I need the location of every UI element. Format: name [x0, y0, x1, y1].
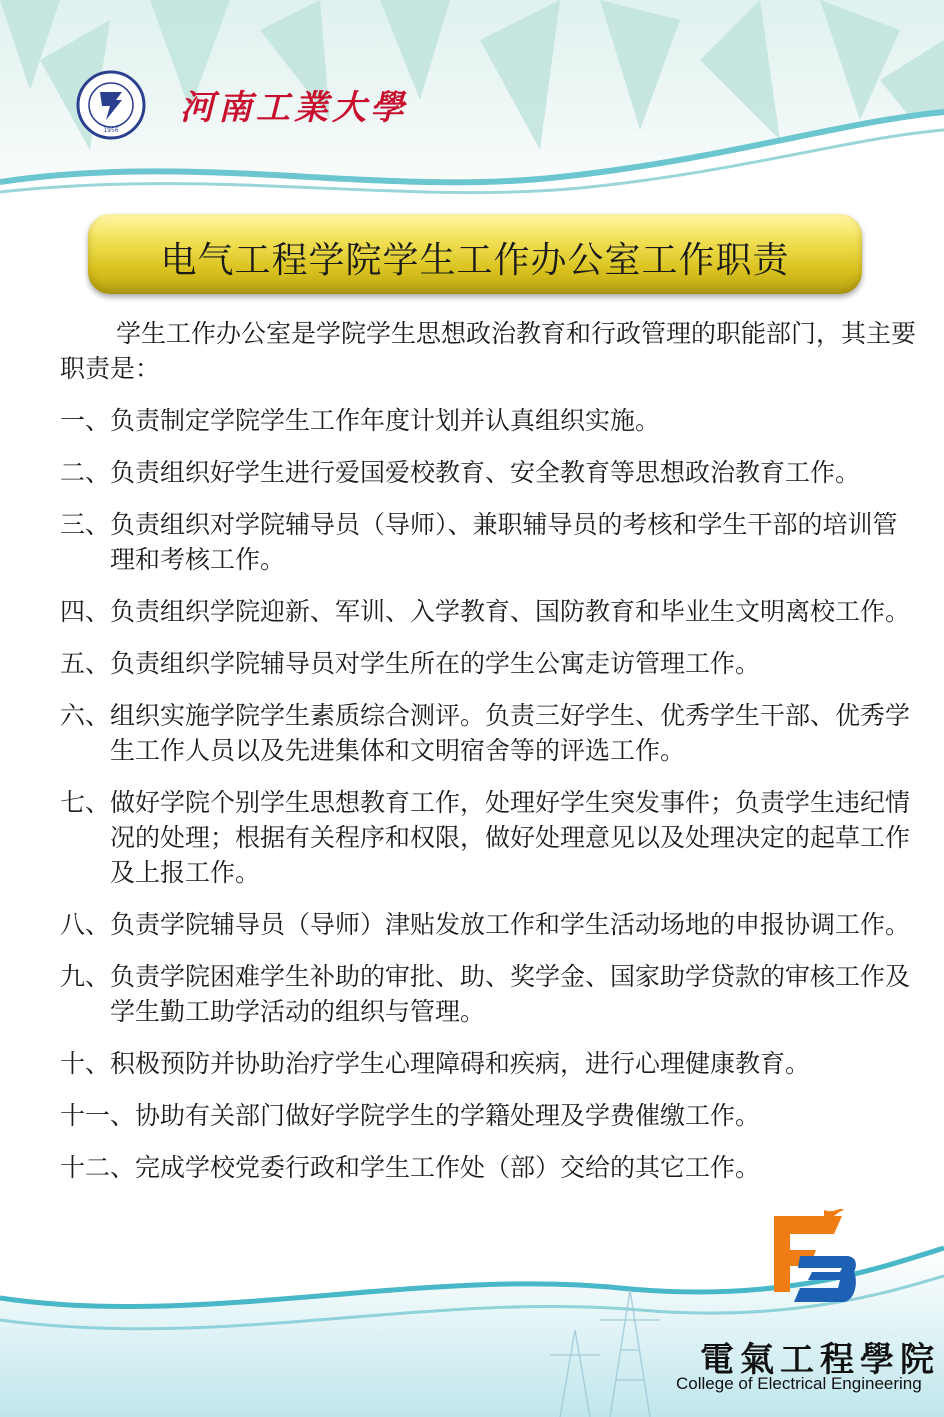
duty-text: 负责组织好学生进行爱国爱校教育、安全教育等思想政治教育工作。: [110, 458, 861, 487]
duty-number: 十一、: [60, 1101, 136, 1130]
duty-item: [60, 698, 920, 768]
duty-number: 二、: [60, 458, 111, 487]
duty-number: 五、: [60, 649, 111, 678]
duty-text: 做好学院个别学生思想教育工作，处理好学生突发事件；负责学生违纪情况的处理；根据有关程序和权限，做好处理意见以及处理决定的起草工作及上报工作。: [110, 788, 911, 887]
duty-text: 负责学院困难学生补助的审批、助、奖学金、国家助学贷款的审核工作及学生勤工助学活动的组织与管理。: [110, 962, 911, 1026]
duty-item: [60, 959, 920, 1029]
duty-number: 一、: [60, 406, 111, 435]
duty-text: 负责组织对学院辅导员（导师）、兼职辅导员的考核和学生干部的培训管理和考核工作。: [110, 510, 898, 574]
duty-item: [60, 785, 920, 890]
duty-number: 三、: [60, 510, 111, 539]
duty-text: 负责学院辅导员（导师）津贴发放工作和学生活动场地的申报协调工作。: [110, 910, 911, 939]
title-banner: [88, 214, 862, 294]
duty-number: 四、: [60, 597, 111, 626]
duty-text: 负责组织学院辅导员对学生所在的学生公寓走访管理工作。: [110, 649, 761, 678]
duty-item: [60, 594, 920, 629]
duty-text: 负责制定学院学生工作年度计划并认真组织实施。: [110, 406, 661, 435]
duty-text: 完成学校党委行政和学生工作处（部）交给的其它工作。: [135, 1153, 761, 1182]
duty-number: 九、: [60, 962, 111, 991]
duty-number: 八、: [60, 910, 111, 939]
university-seal-logo: [76, 70, 146, 140]
university-name: 河南工業大學: [180, 88, 408, 128]
duty-item: [60, 507, 920, 577]
duty-text: 组织实施学院学生素质综合测评。负责三好学生、优秀学生干部、优秀学生工作人员以及先进集体和文明宿舍等的评选工作。: [110, 701, 911, 765]
intro-paragraph: 学生工作办公室是学院学生思想政治教育和行政管理的职能部门，其主要职责是：: [60, 319, 917, 383]
duty-item: [60, 403, 920, 438]
duty-text: 协助有关部门做好学院学生的学籍处理及学费催缴工作。: [135, 1101, 761, 1130]
svg-text:1956: 1956: [103, 127, 119, 134]
page-title: 电气工程学院学生工作办公室工作职责: [160, 240, 790, 281]
duty-number: 六、: [60, 701, 111, 730]
duty-item: [60, 646, 920, 681]
duty-item: [60, 1098, 920, 1133]
duty-list: [60, 403, 920, 1185]
duty-number: 十二、: [60, 1153, 136, 1182]
duty-number: 七、: [60, 788, 111, 817]
college-name-english: College of Electrical Engineering: [676, 1374, 922, 1393]
college-name-chinese: 電氣工程學院: [700, 1340, 940, 1380]
duty-item: [60, 455, 920, 490]
duty-item: [60, 1046, 920, 1081]
duty-number: 十、: [60, 1049, 111, 1078]
duty-text: 负责组织学院迎新、军训、入学教育、国防教育和毕业生文明离校工作。: [110, 597, 911, 626]
duty-item: [60, 907, 920, 942]
college-logo: [764, 1206, 860, 1316]
duty-text: 积极预防并协助治疗学生心理障碍和疾病，进行心理健康教育。: [110, 1049, 811, 1078]
duties-content: [60, 316, 920, 1202]
